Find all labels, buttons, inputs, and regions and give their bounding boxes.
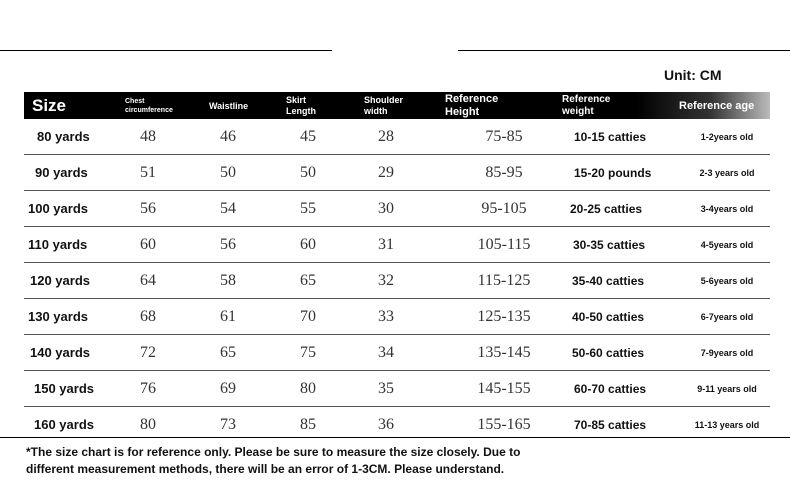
chest-cell: 51 (140, 163, 156, 181)
shoulder-cell: 29 (378, 163, 394, 181)
size-cell: 90 yards (35, 165, 88, 180)
table-row (24, 335, 770, 371)
chest-cell: 48 (140, 127, 156, 145)
weight-cell: 70-85 catties (574, 417, 647, 432)
height-cell: 155-165 (477, 415, 531, 433)
table-row (24, 371, 770, 407)
height-cell: 135-145 (477, 343, 531, 361)
header-waist: Waistline (209, 100, 249, 111)
weight-cell: 40-50 catties (572, 309, 645, 324)
age-cell: 9-11 years old (697, 383, 757, 394)
size-cell: 140 yards (30, 345, 90, 360)
size-cell: 80 yards (37, 129, 90, 144)
shoulder-cell: 30 (378, 199, 394, 217)
skirt-cell: 75 (300, 343, 316, 361)
table-row (24, 119, 770, 155)
table-header (24, 92, 770, 119)
height-cell: 105-115 (477, 235, 531, 253)
skirt-cell: 50 (300, 163, 316, 181)
weight-cell: 50-60 catties (572, 345, 645, 360)
shoulder-cell: 31 (378, 235, 394, 253)
waist-cell: 54 (220, 199, 236, 217)
header-weight: Reference weight (562, 93, 611, 117)
footnote-line-1: *The size chart is for reference only. Please be sure to measure the size closely. Due to (26, 445, 521, 459)
header-age: Reference age (679, 99, 755, 112)
weight-cell: 15-20 pounds (574, 165, 652, 180)
waist-cell: 56 (220, 235, 236, 253)
weight-cell: 60-70 catties (574, 381, 647, 396)
waist-cell: 46 (220, 127, 236, 145)
footnote (26, 444, 766, 478)
age-cell: 7-9years old (700, 347, 754, 358)
size-cell: 120 yards (30, 273, 90, 288)
size-cell: 160 yards (34, 417, 94, 432)
skirt-cell: 60 (300, 235, 316, 253)
size-cell: 100 yards (28, 201, 88, 216)
skirt-cell: 80 (300, 379, 316, 397)
shoulder-cell: 28 (378, 127, 394, 145)
chest-cell: 76 (140, 379, 156, 397)
table-row (24, 227, 770, 263)
faded-title (0, 44, 790, 56)
height-cell: 75-85 (485, 127, 523, 145)
header-height: Reference Height (445, 92, 499, 118)
height-cell: 145-155 (477, 379, 531, 397)
footnote-line-2: different measurement methods, there will be an error of 1-3CM. Please understand. (26, 462, 505, 476)
size-chart-table (24, 92, 770, 443)
chest-cell: 80 (140, 415, 156, 433)
shoulder-cell: 35 (378, 379, 394, 397)
waist-cell: 69 (220, 379, 236, 397)
header-skirt: Skirt Length (286, 94, 316, 116)
weight-cell: 20-25 catties (570, 201, 643, 216)
header-shoulder: Shoulder width (364, 94, 404, 116)
waist-cell: 58 (220, 271, 236, 289)
weight-cell: 35-40 catties (572, 273, 645, 288)
table-row (24, 191, 770, 227)
shoulder-cell: 34 (378, 343, 394, 361)
table-body (24, 119, 770, 443)
header-size: Size (32, 95, 67, 115)
age-cell: 5-6years old (700, 275, 754, 286)
age-cell: 6-7years old (700, 311, 754, 322)
size-cell: 150 yards (34, 381, 94, 396)
height-cell: 95-105 (481, 199, 527, 217)
table-row (24, 155, 770, 191)
chest-cell: 56 (140, 199, 156, 217)
age-cell: 11-13 years old (694, 419, 760, 430)
waist-cell: 65 (220, 343, 236, 361)
skirt-cell: 85 (300, 415, 316, 433)
weight-cell: 10-15 catties (574, 129, 647, 144)
shoulder-cell: 32 (378, 271, 394, 289)
bottom-divider (0, 437, 790, 438)
header-chest: Chest circumference (125, 97, 173, 114)
size-cell: 130 yards (28, 309, 88, 324)
skirt-cell: 55 (300, 199, 316, 217)
shoulder-cell: 36 (378, 415, 394, 433)
table-row (24, 299, 770, 335)
size-cell: 110 yards (28, 237, 88, 252)
chest-cell: 72 (140, 343, 156, 361)
skirt-cell: 65 (300, 271, 316, 289)
table-row (24, 263, 770, 299)
waist-cell: 61 (220, 307, 236, 325)
waist-cell: 50 (220, 163, 236, 181)
age-cell: 2-3 years old (699, 167, 755, 178)
skirt-cell: 45 (300, 127, 316, 145)
height-cell: 125-135 (477, 307, 531, 325)
age-cell: 3-4years old (700, 203, 754, 214)
skirt-cell: 70 (300, 307, 316, 325)
weight-cell: 30-35 catties (573, 237, 646, 252)
chest-cell: 68 (140, 307, 156, 325)
height-cell: 85-95 (485, 163, 523, 181)
height-cell: 115-125 (477, 271, 531, 289)
age-cell: 4-5years old (700, 239, 754, 250)
chest-cell: 60 (140, 235, 156, 253)
chest-cell: 64 (140, 271, 156, 289)
unit-label: Unit: CM (664, 67, 722, 83)
age-cell: 1-2years old (700, 131, 754, 142)
waist-cell: 73 (220, 415, 236, 433)
shoulder-cell: 33 (378, 307, 394, 325)
